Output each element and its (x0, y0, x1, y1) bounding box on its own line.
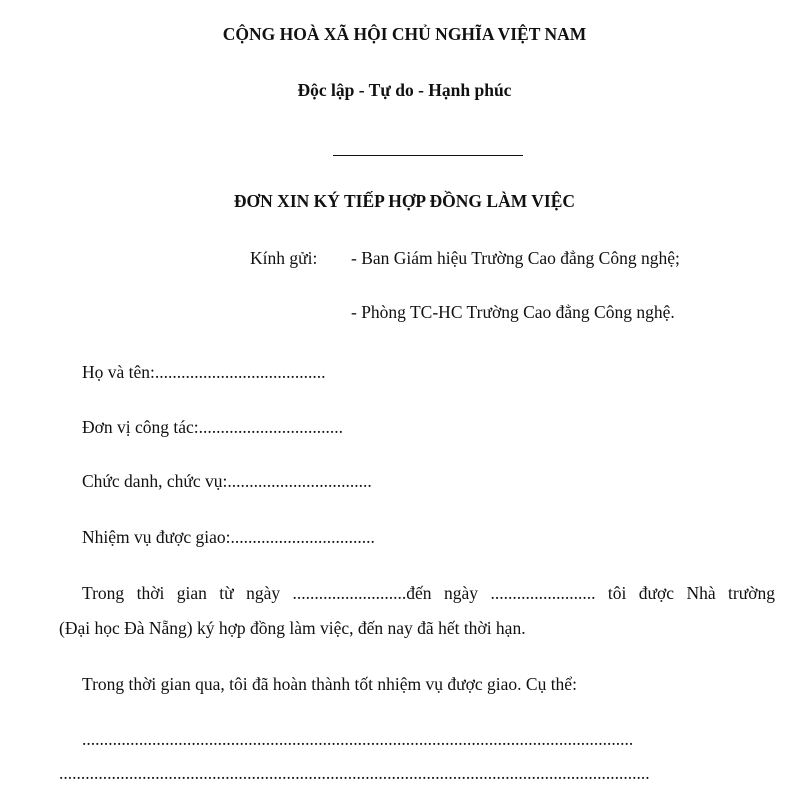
recipient-2: - Phòng TC-HC Trường Cao đẳng Công nghệ. (351, 302, 675, 322)
field-work-unit: Đơn vị công tác:................................. (82, 417, 344, 437)
recipient-label: Kính gửi: (250, 248, 318, 268)
paragraph-1-line-2: (Đại học Đà Nẵng) ký hợp đồng làm việc, đến nay đã hết thời hạn. (59, 618, 526, 638)
dotted-line-1: .............................................................................................................................. (82, 729, 634, 749)
recipient-1: - Ban Giám hiệu Trường Cao đẳng Công nghệ; (351, 248, 680, 268)
document-title: ĐƠN XIN KÝ TIẾP HỢP ĐỒNG LÀM VIỆC (233, 191, 576, 211)
field-position: Chức danh, chức vụ:................................. (82, 471, 372, 491)
field-assigned-duty: Nhiệm vụ được giao:................................. (82, 527, 375, 547)
paragraph-1-line-1: Trong thời gian từ ngày ..........................đến ngày ........................ tôi được Nhà trường (82, 583, 775, 603)
national-title: CỘNG HOÀ XÃ HỘI CHỦ NGHĨA VIỆT NAM (222, 24, 587, 44)
motto: Độc lập - Tự do - Hạnh phúc (297, 80, 512, 100)
paragraph-2: Trong thời gian qua, tôi đã hoàn thành tốt nhiệm vụ được giao. Cụ thể: (82, 674, 577, 694)
field-full-name: Họ và tên:....................................... (82, 362, 326, 382)
header-divider (333, 155, 523, 156)
dotted-line-2: ....................................................................................................................................... (59, 763, 650, 783)
